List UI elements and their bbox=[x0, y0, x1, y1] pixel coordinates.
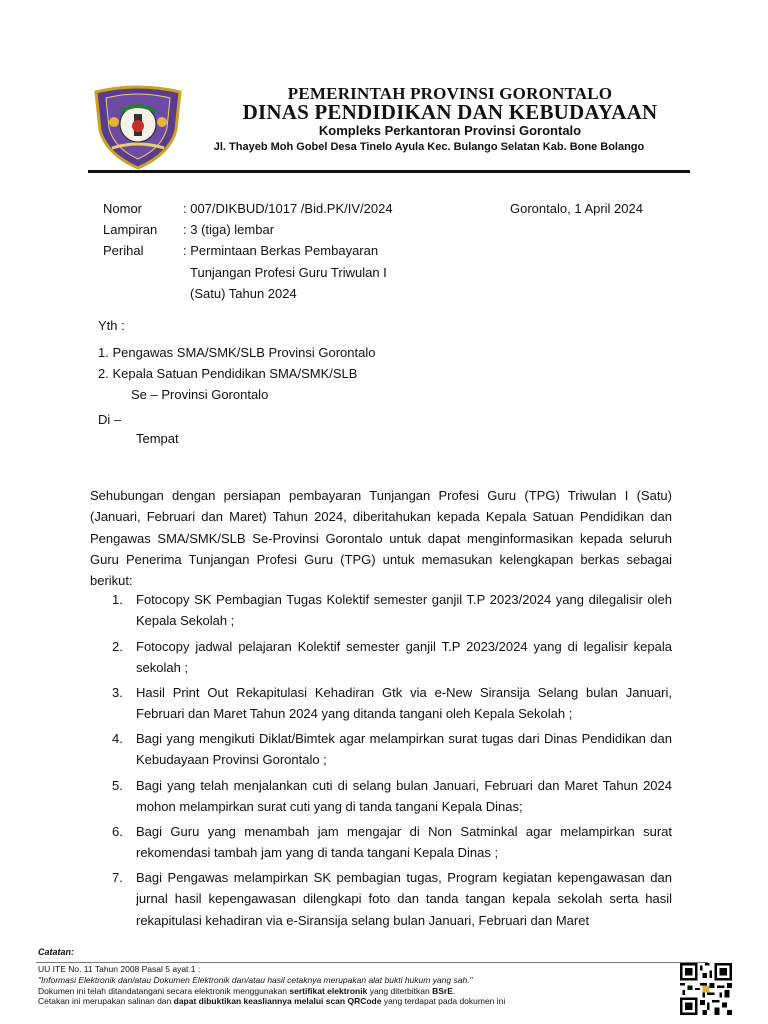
nomor-value: : 007/DIKBUD/1017 /Bid.PK/IV/2024 bbox=[183, 201, 393, 216]
footer-catatan: Catatan: bbox=[38, 947, 75, 957]
provincial-crest-icon bbox=[90, 82, 186, 170]
footer-divider bbox=[36, 962, 708, 963]
perihal-line-2: Tunjangan Profesi Guru Triwulan I bbox=[190, 265, 387, 280]
footer-law-reference: UU ITE No. 11 Tahun 2008 Pasal 5 ayat 1 : bbox=[38, 964, 201, 974]
list-item-number: 3. bbox=[112, 685, 123, 700]
nomor-label: Nomor bbox=[103, 201, 143, 216]
body-paragraph: Sehubungan dengan persiapan pembayaran Tunjangan Profesi Guru (TPG) Triwulan I (Satu) (Januari, Februari dan Maret) Tahun 2024, diberitahukan kepada Kepala Satuan Pendidikan dan Pengawas SMA/SMK/SLB Se-Provinsi Gorontalo untuk dapat menginformasikan kepada seluruh Guru Penerima Tunjangan Profesi Guru (TPG) untuk memasukan kelengkapan berkas sebagai berikut: bbox=[90, 488, 672, 589]
perihal-line-1: : Permintaan Berkas Pembayaran bbox=[183, 243, 379, 258]
perihal-label: Perihal bbox=[103, 243, 144, 258]
list-item-number: 5. bbox=[112, 778, 123, 793]
list-item-number: 6. bbox=[112, 824, 123, 839]
list-item: Fotocopy SK Pembagian Tugas Kolektif semester ganjil T.P 2023/2024 yang dilegalisir oleh Kepala Sekolah ; bbox=[136, 592, 672, 629]
list-item-number: 4. bbox=[112, 731, 123, 746]
list-item-number: 2. bbox=[112, 639, 123, 654]
lampiran-value: : 3 (tiga) lembar bbox=[183, 222, 275, 237]
recipient-1: 1. Pengawas SMA/SMK/SLB Provinsi Gorontalo bbox=[98, 345, 376, 360]
recipient-2: 2. Kepala Satuan Pendidikan SMA/SMK/SLB bbox=[98, 366, 358, 381]
list-item: Bagi yang telah menjalankan cuti di selang bulan Januari, Februari dan Maret Tahun 2024 mohon melampirkan surat cuti yang di tanda tangani Kepala Dinas; bbox=[136, 778, 672, 815]
letterhead-address: Jl. Thayeb Moh Gobel Desa Tinelo Ayula Kec. Bulango Selatan Kab. Bone Bolango bbox=[213, 141, 645, 153]
footer-law-quote: "Informasi Elektronik dan/atau Dokumen Elektronik dan/atau hasil cetaknya merupakan alat bukti hukum yang sah." bbox=[38, 975, 473, 985]
letterhead-agency: DINAS PENDIDIKAN DAN KEBUDAYAAN bbox=[242, 100, 658, 124]
list-item: Bagi Pengawas melampirkan SK pembagian tugas, Program kegiatan kepengawasan dan jurnal hasil kepengawasan dilengkapi foto dan tanda tangan kepala sekolah serta hasil rekapitulasi kehadiran via e-Siransija selang bulan Januari, Februari dan Maret bbox=[136, 870, 672, 928]
footer-esign-note: Dokumen ini telah ditandatangani secara elektronik menggunakan sertifikat elektronik yang diterbitkan BSrE. bbox=[38, 986, 456, 996]
di-label: Di – bbox=[98, 412, 122, 427]
list-item: Fotocopy jadwal pelajaran Kolektif semester ganjil T.P 2023/2024 yang di legalisir kepala sekolah ; bbox=[136, 639, 672, 676]
list-item-number: 7. bbox=[112, 870, 123, 885]
list-item: Bagi yang mengikuti Diklat/Bimtek agar melampirkan surat tugas dari Dinas Pendidikan dan Kebudayaan Provinsi Gorontalo ; bbox=[136, 731, 672, 768]
list-item: Bagi Guru yang menambah jam mengajar di Non Satminkal agar melampirkan surat rekomendasi tambah jam yang di tanda tangani Kepala Dinas ; bbox=[136, 824, 672, 861]
lampiran-label: Lampiran bbox=[103, 222, 158, 237]
letterhead-rule bbox=[88, 170, 690, 173]
perihal-line-3: (Satu) Tahun 2024 bbox=[190, 286, 297, 301]
letterhead-complex: Kompleks Perkantoran Provinsi Gorontalo bbox=[318, 123, 582, 138]
footer-qr-note: Cetakan ini merupakan salinan dan dapat dibuktikan keasliannya melalui scan QRCode yang terdapat pada dokumen ini bbox=[38, 996, 506, 1006]
list-item: Hasil Print Out Rekapitulasi Kehadiran Gtk via e-New Siransija Selang bulan Januari, Februari dan Maret Tahun 2024 yang ditanda tangani oleh Kepala Sekolah ; bbox=[136, 685, 672, 722]
list-item-number: 1. bbox=[112, 592, 123, 607]
recipient-2-scope: Se – Provinsi Gorontalo bbox=[131, 387, 269, 402]
qr-code-icon[interactable] bbox=[680, 963, 732, 1015]
salutation-yth: Yth : bbox=[98, 318, 125, 333]
letter-date: Gorontalo, 1 April 2024 bbox=[510, 201, 643, 216]
letterhead-government: PEMERINTAH PROVINSI GORONTALO bbox=[287, 84, 613, 103]
tempat-label: Tempat bbox=[136, 431, 179, 446]
